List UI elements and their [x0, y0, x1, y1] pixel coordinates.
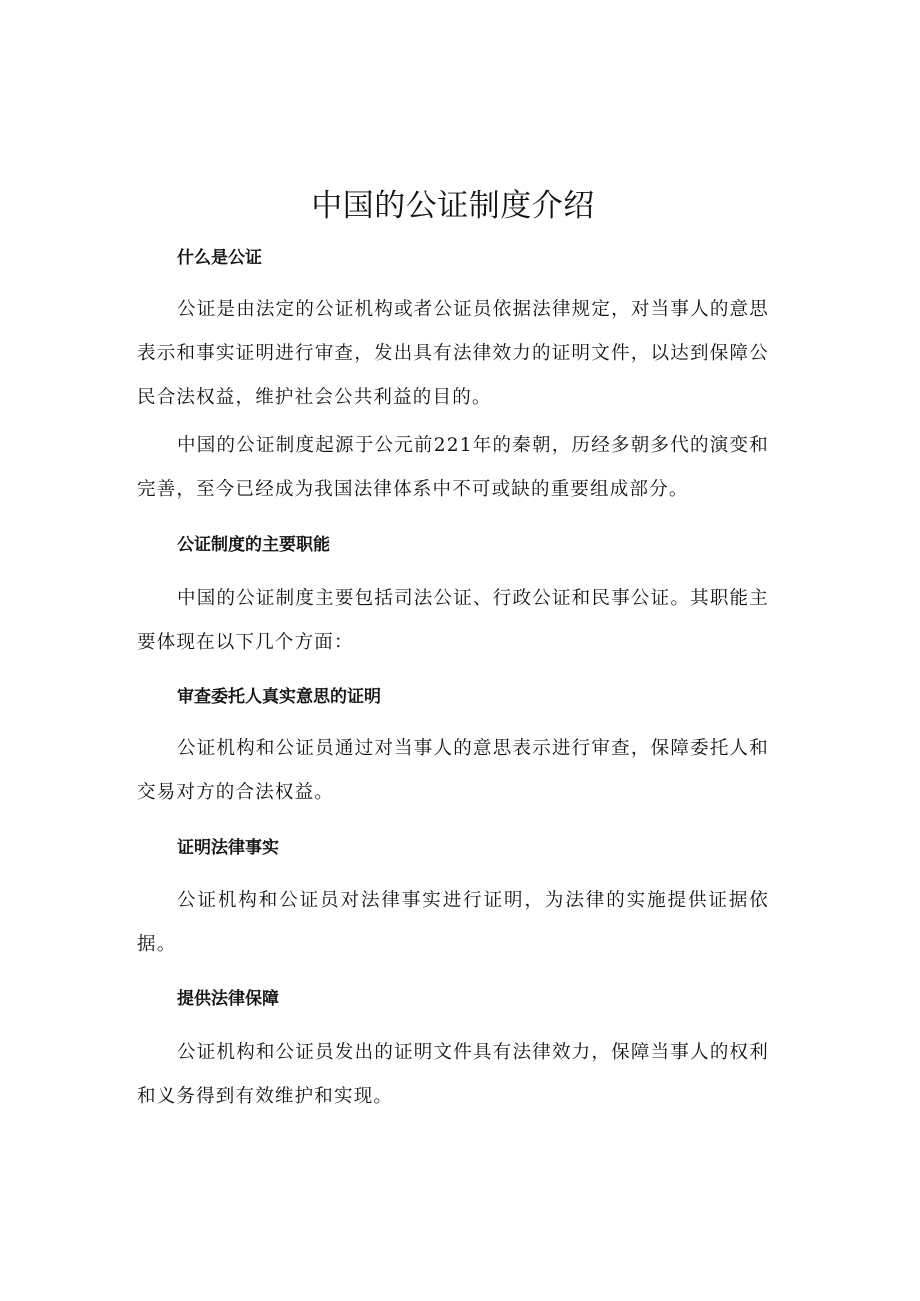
paragraph: 公证机构和公证员发出的证明文件具有法律效力，保障当事人的权利和义务得到有效维护和实现。: [137, 1042, 769, 1107]
paragraph: 公证是由法定的公证机构或者公证员依据法律规定，对当事人的意思表示和事实证明进行审查，发出具有法律效力的证明文件，以达到保障公民合法权益，维护社会公共利益的目的。: [137, 299, 769, 408]
section-heading: 审查委托人真实意思的证明: [177, 687, 381, 707]
section-heading-main-functions: [137, 533, 769, 557]
paragraph: 公证机构和公证员通过对当事人的意思表示进行审查，保障委托人和交易对方的合法权益。: [137, 738, 769, 803]
paragraph: 公证机构和公证员对法律事实进行证明，为法律的实施提供证据依据。: [137, 890, 769, 955]
paragraph: 中国的公证制度起源于公元前221年的秦朝，历经多朝多代的演变和完善，至今已经成为我国法律体系中不可或缺的重要组成部分。: [137, 435, 769, 500]
paragraph-history: [137, 424, 769, 512]
paragraph-definition: [137, 288, 769, 420]
section-heading-review-intent: [137, 685, 769, 709]
section-heading: 提供法律保障: [177, 989, 279, 1009]
section-heading-what-is-notarization: [137, 246, 769, 270]
section-heading-legal-protection: [137, 987, 769, 1011]
paragraph-review-intent: [137, 727, 769, 815]
paragraph-legal-protection: [137, 1031, 769, 1119]
paragraph-legal-facts: [137, 879, 769, 967]
paragraph-functions-intro: [137, 577, 769, 665]
document-title: 中国的公证制度介绍: [311, 188, 595, 224]
section-heading: 公证制度的主要职能: [177, 535, 330, 555]
paragraph: 中国的公证制度主要包括司法公证、行政公证和民事公证。其职能主要体现在以下几个方面：: [137, 588, 769, 653]
section-heading: 证明法律事实: [177, 838, 279, 858]
section-heading: 什么是公证: [177, 248, 262, 268]
section-heading-legal-facts: [137, 836, 769, 860]
